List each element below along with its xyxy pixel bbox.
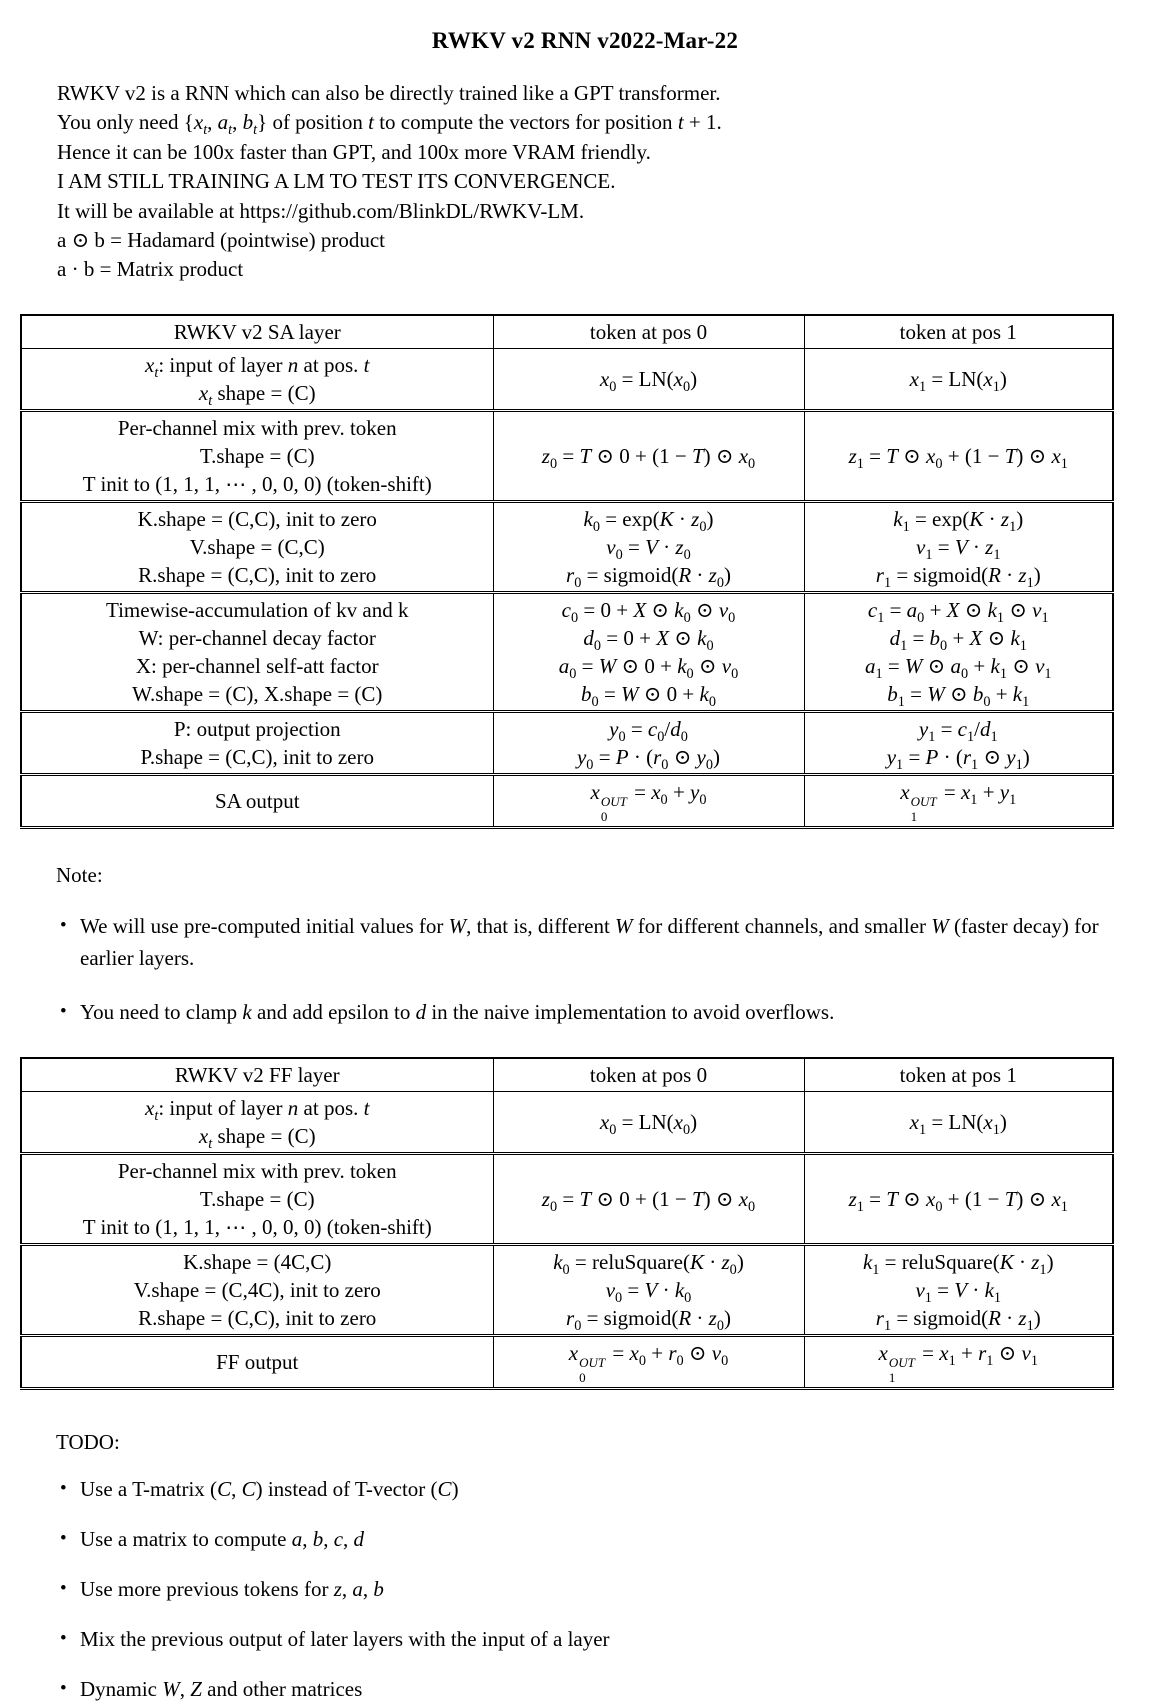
intro-line-5-repo-url: It will be available at https://github.com/BlinkDL/RWKV-LM.	[57, 198, 585, 223]
bullet-icon: •	[60, 1678, 67, 1700]
list-item	[60, 1623, 1115, 1655]
todo-item-text: Use a T-matrix (C, C) instead of T-vector (C)	[80, 1477, 459, 1502]
intro-line-4: I AM STILL TRAINING A LM TO TEST ITS CONVERGENCE.	[57, 169, 616, 194]
row-pos0-cell: x OUT 0 = $x_0 + y_0$	[493, 774, 804, 827]
intro-line-7-matrix-def: a · b = Matrix product	[57, 257, 244, 282]
ff-table-header-pos0: token at pos 0	[493, 1058, 804, 1092]
row-pos1-cell: $c_1 = a_0 + X$ ⊙ $k_1$ ⊙ $v_1$ $d_1 = b_0 + X$ ⊙ $k_1$ $a_1 = W$ ⊙ $a_0 + k_1$ ⊙ $v_1$ $b_1 = W$ ⊙ $b_0 + k_1$	[804, 592, 1113, 711]
row-desc-cell: $x_t$: input of layer n at pos. t $x_t$ shape = (C)	[21, 1092, 493, 1154]
row-pos1-cell: x OUT 1 = $x_1 + r_1$ ⊙ $v_1$	[804, 1336, 1113, 1389]
note-item-text: You need to clamp k and add epsilon to d in the naive implementation to avoid overflows.	[80, 1000, 835, 1025]
row-pos0-cell: $x_0 = LN(x_0)$	[493, 1092, 804, 1154]
note-item-text: We will use pre-computed initial values for W, that is, different W for different channels, and smaller W (faster decay) for earlier layers.	[80, 914, 1099, 971]
row-pos0-cell: $z_0 = T$ ⊙ 0 + (1 − T) ⊙ $x_0$	[493, 410, 804, 501]
intro-line-3: Hence it can be 100x faster than GPT, and 100x more VRAM friendly.	[57, 139, 651, 164]
note-heading: Note:	[56, 863, 103, 888]
todo-item-text: Use more previous tokens for z, a, b	[80, 1577, 384, 1602]
document-page	[0, 28, 1170, 1702]
page-title: RWKV v2 RNN v2022-Mar-22	[431, 28, 739, 53]
table-row-ff-output	[21, 1336, 1113, 1389]
row-pos1-cell: $z_1 = T$ ⊙ $x_0 + (1 - T)$ ⊙ $x_1$	[804, 410, 1113, 501]
list-item	[60, 1673, 1115, 1705]
row-pos1-cell: $k_1 = \exp(K \cdot z_1)$ $v_1 = V \cdot z_1$ $r_1$ = sigmoid(R · $z_1$)	[804, 501, 1113, 592]
row-pos0-cell: $z_0 = T$ ⊙ 0 + (1 − T) ⊙ $x_0$	[493, 1154, 804, 1245]
note-list	[60, 910, 1115, 1028]
todo-heading: TODO:	[56, 1430, 120, 1455]
ff-layer-table	[20, 1057, 1114, 1390]
list-item	[60, 1473, 1115, 1505]
list-item	[60, 1523, 1115, 1555]
ff-table-header-pos1: token at pos 1	[804, 1058, 1113, 1092]
row-pos0-cell: $x_0 = LN(x_0)$	[493, 348, 804, 410]
sa-table-header-pos1: token at pos 1	[804, 315, 1113, 349]
row-desc-cell: SA output	[21, 774, 493, 827]
row-desc-cell: FF output	[21, 1336, 493, 1389]
row-desc-cell: $x_t$: input of layer n at pos. t $x_t$ shape = (C)	[21, 348, 493, 410]
table-row-timewise	[21, 592, 1113, 711]
row-desc-cell: Per-channel mix with prev. token T.shape = (C) T init to (1, 1, 1, ⋯ , 0, 0, 0) (token-shift)	[21, 410, 493, 501]
row-pos1-cell: $z_1 = T$ ⊙ $x_0 + (1 - T)$ ⊙ $x_1$	[804, 1154, 1113, 1245]
row-pos0-cell: $k_0 = \exp(K \cdot z_0)$ $v_0 = V \cdot z_0$ $r_0$ = sigmoid(R · $z_0$)	[493, 501, 804, 592]
table-row-token-shift	[21, 410, 1113, 501]
row-pos1-cell: $k_1$ = reluSquare(K · $z_1$) $v_1 = V \cdot k_1$ $r_1$ = sigmoid(R · $z_1$)	[804, 1245, 1113, 1336]
row-pos1-cell: $x_1 = LN(x_1)$	[804, 348, 1113, 410]
table-row-kvr	[21, 1245, 1113, 1336]
table-row-input	[21, 348, 1113, 410]
intro-line-6-hadamard-def: a ⊙ b = Hadamard (pointwise) product	[57, 228, 386, 253]
table-row-input	[21, 1092, 1113, 1154]
row-desc-cell: K.shape = (4C,C) V.shape = (C,4C), init to zero R.shape = (C,C), init to zero	[21, 1245, 493, 1336]
intro-line-1: RWKV v2 is a RNN which can also be directly trained like a GPT transformer.	[57, 81, 721, 105]
row-pos0-cell: $y_0 = c_0/d_0$ $y_0 = P \cdot (r_0$ ⊙ $y_0$)	[493, 711, 804, 774]
bullet-icon: •	[60, 1528, 67, 1550]
row-pos0-cell: $k_0$ = reluSquare(K · $z_0$) $v_0 = V \cdot k_0$ $r_0$ = sigmoid(R · $z_0$)	[493, 1245, 804, 1336]
todo-list	[60, 1473, 1115, 1705]
row-pos1-cell: x OUT 1 = $x_1 + y_1$	[804, 774, 1113, 827]
table-row-sa-output	[21, 774, 1113, 827]
bullet-icon: •	[60, 915, 67, 937]
bullet-icon: •	[60, 1001, 67, 1023]
sa-layer-table	[20, 314, 1114, 829]
table-header-row	[21, 315, 1113, 349]
bullet-icon: •	[60, 1478, 67, 1500]
row-desc-cell: P: output projection P.shape = (C,C), init to zero	[21, 711, 493, 774]
bullet-icon: •	[60, 1578, 67, 1600]
table-row-kvr	[21, 501, 1113, 592]
todo-item-text: Dynamic W, Z and other matrices	[80, 1677, 363, 1702]
row-desc-cell: Timewise-accumulation of kv and k W: per-channel decay factor X: per-channel self-att factor W.shape = (C), X.shape = (C)	[21, 592, 493, 711]
row-pos0-cell: $c_0 = 0 + X$ ⊙ $k_0$ ⊙ $v_0$ $d_0 = 0 + X$ ⊙ $k_0$ $a_0 = W$ ⊙ $0 + k_0$ ⊙ $v_0$ $b_0 = W$ ⊙ $0 + k_0$	[493, 592, 804, 711]
row-pos1-cell: $y_1 = c_1/d_1$ $y_1 = P \cdot (r_1$ ⊙ $y_1$)	[804, 711, 1113, 774]
row-pos1-cell: $x_1 = LN(x_1)$	[804, 1092, 1113, 1154]
table-header-row	[21, 1058, 1113, 1092]
sa-table-header-layer: RWKV v2 SA layer	[21, 315, 493, 349]
todo-item-text: Mix the previous output of later layers with the input of a layer	[80, 1627, 610, 1652]
intro-paragraph	[57, 79, 1170, 285]
sa-table-header-pos0: token at pos 0	[493, 315, 804, 349]
bullet-icon: •	[60, 1628, 67, 1650]
table-row-projection	[21, 711, 1113, 774]
intro-line-2: You only need {$x_t$, $a_t$, $b_t$} of position t to compute the vectors for position t + 1.	[57, 110, 722, 139]
ff-table-header-layer: RWKV v2 FF layer	[21, 1058, 493, 1092]
row-desc-cell: K.shape = (C,C), init to zero V.shape = (C,C) R.shape = (C,C), init to zero	[21, 501, 493, 592]
row-pos0-cell: x OUT 0 = $x_0 + r_0$ ⊙ $v_0$	[493, 1336, 804, 1389]
list-item	[60, 996, 1115, 1028]
todo-item-text: Use a matrix to compute a, b, c, d	[80, 1527, 365, 1552]
row-desc-cell: Per-channel mix with prev. token T.shape = (C) T init to (1, 1, 1, ⋯ , 0, 0, 0) (token-shift)	[21, 1154, 493, 1245]
list-item	[60, 910, 1115, 974]
table-row-token-shift	[21, 1154, 1113, 1245]
list-item	[60, 1573, 1115, 1605]
